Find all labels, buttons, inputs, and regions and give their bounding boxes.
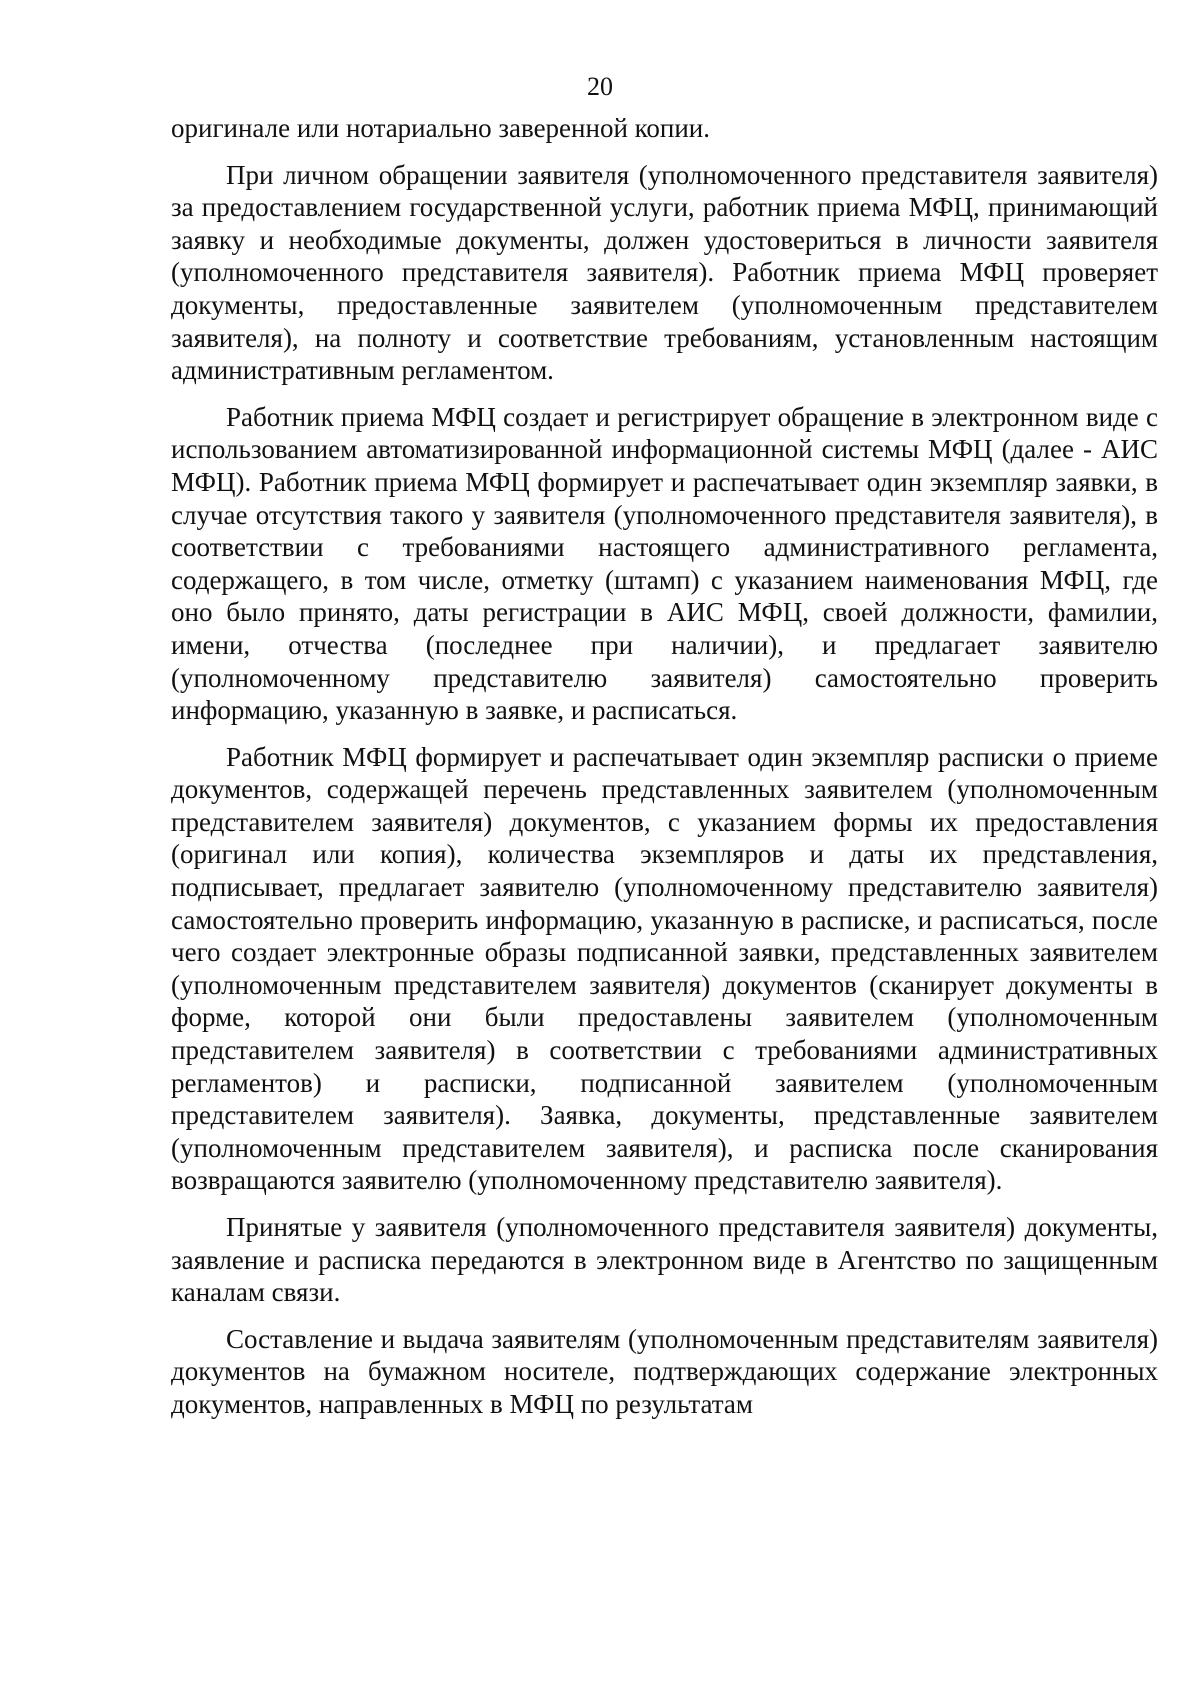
- page-number: 20: [587, 72, 613, 101]
- paragraph-registration: Работник приема МФЦ создает и регистрирует обращение в электронном виде с использованием автоматизированной информационной системы МФЦ (далее - АИС МФЦ). Работник приема МФЦ формирует и распечатывает один экземпляр заявки, в случае отсутствия такого у заявителя (уполномоченного представителя заявителя), в соответствии с требованиями настоящего административного регламента, содержащего, в том числе, отметку (штамп) с указанием наименования МФЦ, где оно было принято, даты регистрации в АИС МФЦ, своей должности, фамилии, имени, отчества (последнее при наличии), и предлагает заявителю (уполномоченному представителю заявителя) самостоятельно проверить информацию, указанную в заявке, и расписаться.: [171, 401, 1158, 726]
- paragraph-issuance: Составление и выдача заявителям (уполномоченным представителям заявителя) документов на бумажном носителе, подтверждающих содержание электронных документов, направленных в МФЦ по результатам: [171, 1323, 1158, 1419]
- document-body: [171, 112, 1158, 1421]
- paragraph-applicant-visit: При личном обращении заявителя (уполномоченного представителя заявителя) за предоставлением государственной услуги, работник приема МФЦ, принимающий заявку и необходимые документы, должен удостовериться в личности заявителя (уполномоченного представителя заявителя). Работник приема МФЦ проверяет документы, предоставленные заявителем (уполномоченным представителем заявителя), на полноту и соответствие требованиям, установленным настоящим административным регламентом.: [171, 159, 1158, 386]
- paragraph-continuation: оригинале или нотариально заверенной копии.: [171, 113, 710, 143]
- paragraph-transfer: Принятые у заявителя (уполномоченного представителя заявителя) документы, заявление и расписка передаются в электронном виде в Агентство по защищенным каналам связи.: [171, 1212, 1158, 1308]
- paragraph-receipt: Работник МФЦ формирует и распечатывает один экземпляр расписки о приеме документов, содержащей перечень представленных заявителем (уполномоченным представителем заявителя) документов, с указанием формы их предоставления (оригинал или копия), количества экземпляров и даты их представления, подписывает, предлагает заявителю (уполномоченному представителю заявителя) самостоятельно проверить информацию, указанную в расписке, и расписаться, после чего создает электронные образы подписанной заявки, представленных заявителем (уполномоченным представителем заявителя) документов (сканирует документы в форме, которой они были предоставлены заявителем (уполномоченным представителем заявителя) в соответствии с требованиями административных регламентов) и расписки, подписанной заявителем (уполномоченным представителем заявителя). Заявка, документы, представленные заявителем (уполномоченным представителем заявителя), и расписка после сканирования возвращаются заявителю (уполномоченному представителю заявителя).: [171, 741, 1158, 1196]
